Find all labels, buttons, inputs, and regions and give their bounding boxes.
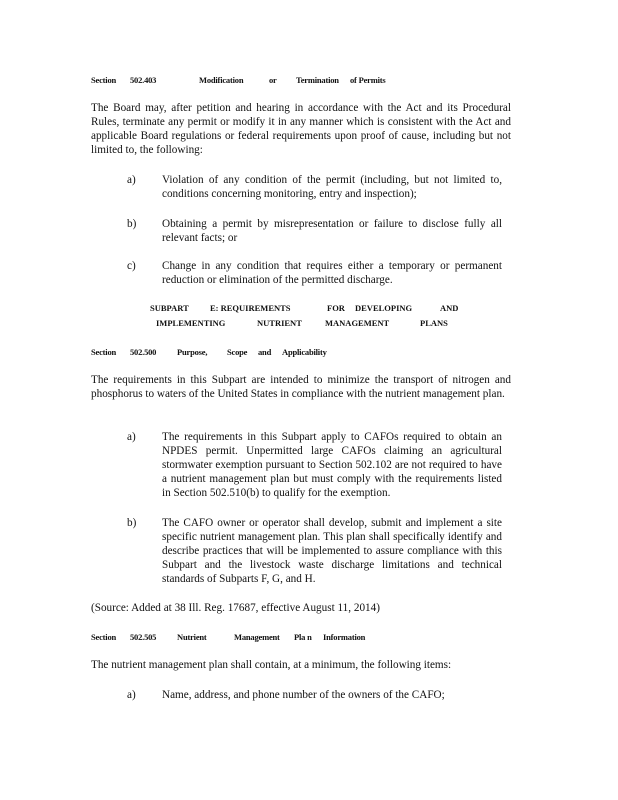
section-number: 502.500 xyxy=(130,347,157,357)
list-item-text: Name, address, and phone number of the owners of the CAFO; xyxy=(162,689,445,701)
section-label: Section xyxy=(91,347,117,357)
section-label: Section xyxy=(91,75,117,85)
list-item-text: Change in any condition that requires either a temporary or permanent reduction or elimination of the permitted discharge. xyxy=(162,260,502,286)
section-title-word: Scope xyxy=(227,347,248,357)
source-note: (Source: Added at 38 Ill. Reg. 17687, effective August 11, 2014) xyxy=(91,602,380,614)
section-502-500-intro: The requirements in this Subpart are intended to minimize the transport of nitrogen and phosphorus to waters of the United States in compliance with the nutrient management plan. xyxy=(91,374,511,400)
section-heading-502-500 xyxy=(91,347,411,359)
subpart-word: DEVELOPING xyxy=(355,303,413,313)
list-marker: a) xyxy=(127,431,136,443)
list-marker: b) xyxy=(127,517,137,529)
section-label: Section xyxy=(91,632,117,642)
subpart-word: MANAGEMENT xyxy=(325,318,390,328)
subpart-word: AND xyxy=(440,303,459,313)
section-title-word: Modification xyxy=(199,75,244,85)
section-title-word: Pla n xyxy=(294,632,312,642)
list-item-text: The CAFO owner or operator shall develop, submit and implement a site specific nutrient management plan. This plan shall specifically identify and describe practices that will be implemented to assure compliance with this Subpart and the livestock waste discharge limitations and technical standards of Subparts F, G, and H. xyxy=(162,517,502,585)
list-item-text: Violation of any condition of the permit (including, but not limited to, conditions concerning monitoring, entry and inspection); xyxy=(162,174,502,200)
section-title-word: Termination xyxy=(296,75,339,85)
subpart-word: FOR xyxy=(327,303,345,313)
section-title-word: Applicability xyxy=(282,347,327,357)
subpart-word: IMPLEMENTING xyxy=(156,318,226,328)
list-marker: a) xyxy=(127,689,136,701)
list-marker: c) xyxy=(127,260,136,272)
section-title-word: and xyxy=(258,347,272,357)
subpart-word: NUTRIENT xyxy=(257,318,302,328)
section-number: 502.505 xyxy=(130,632,157,642)
list-marker: b) xyxy=(127,218,137,230)
section-title-word: Purpose, xyxy=(177,347,208,357)
subpart-heading xyxy=(150,301,470,331)
list-item-text: Obtaining a permit by misrepresentation or failure to disclose fully all relevant facts; or xyxy=(162,218,502,244)
section-title-word: or xyxy=(269,75,277,85)
section-title-word: Management xyxy=(234,632,280,642)
section-title-word: Information xyxy=(323,632,366,642)
subpart-word: PLANS xyxy=(420,318,448,328)
list-item-text: The requirements in this Subpart apply to CAFOs required to obtain an NPDES permit. Unpermitted large CAFOs claiming an agricultural stormwater exemption pursuant to Section 502.102 are not required to have a nutrient management plan but must comply with the requirements listed in Section 502.510(b) to qualify for the exemption. xyxy=(162,431,502,499)
section-title-word: of Permits xyxy=(350,75,386,85)
section-heading-502-505 xyxy=(91,632,411,644)
section-heading-502-403 xyxy=(91,75,411,87)
section-502-403-intro: The Board may, after petition and hearing in accordance with the Act and its Procedural Rules, terminate any permit or modify it in any manner which is consistent with the Act and applicable Board regulations or federal requirements upon proof of cause, including but not limited to, the following: xyxy=(91,102,511,156)
section-502-505-intro: The nutrient management plan shall contain, at a minimum, the following items: xyxy=(91,659,452,671)
subpart-word: SUBPART xyxy=(150,303,189,313)
list-marker: a) xyxy=(127,174,136,186)
section-title-word: Nutrient xyxy=(177,632,207,642)
section-number: 502.403 xyxy=(130,75,157,85)
subpart-word: E: REQUIREMENTS xyxy=(210,303,291,313)
